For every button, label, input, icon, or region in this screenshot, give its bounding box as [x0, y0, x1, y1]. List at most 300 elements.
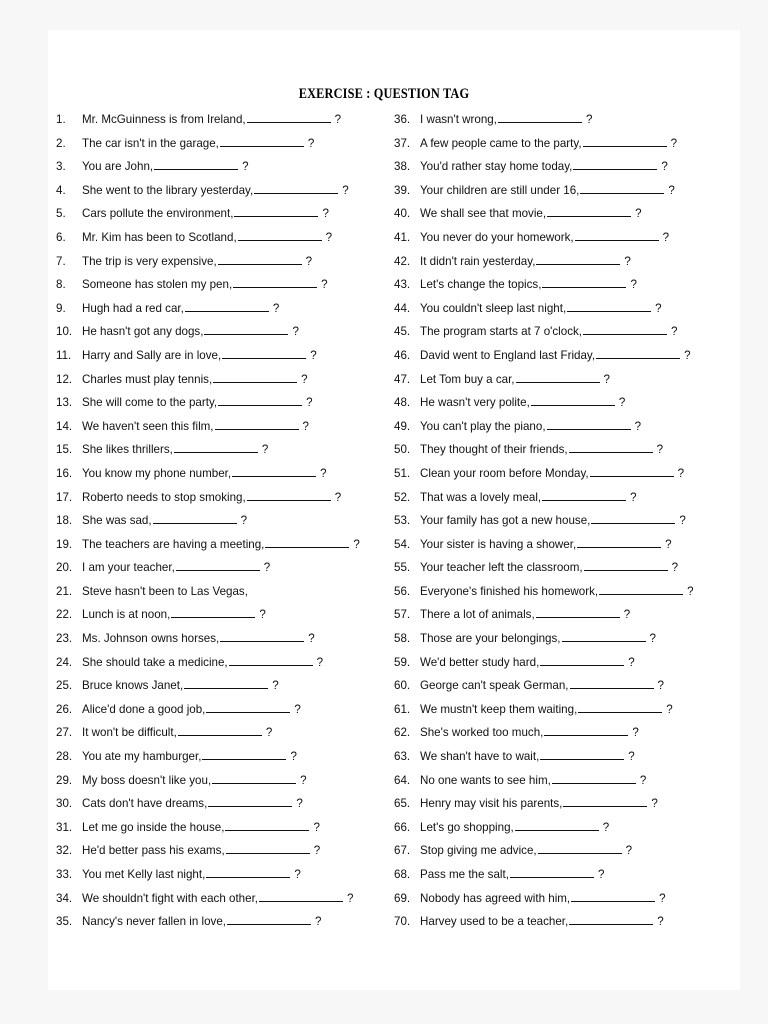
answer-blank[interactable] — [571, 891, 655, 902]
item-sentence: It won't be difficult, — [82, 726, 177, 740]
exercise-item — [394, 627, 694, 651]
exercise-item — [394, 910, 694, 934]
answer-blank[interactable] — [596, 348, 680, 359]
answer-blank[interactable] — [591, 513, 675, 524]
answer-blank[interactable] — [220, 136, 304, 147]
item-sentence: Let me go inside the house, — [82, 820, 225, 834]
item-sentence: The program starts at 7 o'clock, — [420, 325, 583, 339]
exercise-item — [56, 486, 360, 510]
item-sentence: We haven't seen this film, — [82, 419, 214, 433]
answer-blank[interactable] — [552, 773, 636, 784]
item-number: 67. — [394, 844, 411, 858]
item-number: 63. — [394, 750, 411, 764]
left-column — [56, 108, 360, 934]
item-number: 53. — [394, 514, 411, 528]
question-mark: ? — [265, 726, 273, 740]
item-sentence: The trip is very expensive, — [82, 254, 217, 268]
page-title: EXERCISE : QUESTION TAG — [298, 86, 470, 102]
item-sentence: Alice'd done a good job, — [82, 702, 206, 716]
question-mark: ? — [666, 702, 673, 716]
exercise-item — [394, 792, 694, 816]
question-mark: ? — [272, 679, 279, 693]
exercise-item — [394, 651, 694, 675]
answer-blank[interactable] — [153, 513, 237, 524]
exercise-item — [56, 250, 360, 274]
exercise-item — [56, 651, 360, 675]
item-number: 26. — [56, 702, 73, 716]
exercise-item — [394, 462, 694, 486]
exercise-item — [394, 769, 694, 793]
exercise-item — [56, 179, 360, 203]
question-mark: ? — [307, 136, 315, 150]
answer-blank[interactable] — [232, 466, 316, 477]
answer-blank[interactable] — [226, 843, 310, 854]
answer-blank[interactable] — [547, 419, 631, 430]
answer-blank[interactable] — [238, 230, 322, 241]
item-sentence: No one wants to see him, — [420, 773, 551, 787]
exercise-item — [56, 910, 360, 934]
item-sentence: We'd better study hard, — [420, 655, 540, 669]
exercise-item — [56, 556, 360, 580]
exercise-item — [394, 179, 694, 203]
item-number: 4. — [56, 183, 66, 197]
exercise-item — [394, 273, 694, 297]
item-sentence: We shan't have to wait, — [420, 750, 540, 764]
question-mark: ? — [308, 632, 315, 646]
item-number: 18. — [56, 514, 73, 528]
item-number: 39. — [394, 183, 411, 197]
item-number: 9. — [56, 301, 66, 315]
item-sentence: She's worked too much, — [420, 726, 544, 740]
question-mark: ? — [321, 278, 328, 292]
question-mark: ? — [671, 325, 678, 339]
answer-blank[interactable] — [208, 796, 292, 807]
answer-blank[interactable] — [590, 466, 674, 477]
exercise-item — [56, 509, 360, 533]
answer-blank[interactable] — [538, 843, 622, 854]
question-mark: ? — [618, 396, 626, 410]
question-mark: ? — [671, 561, 679, 575]
question-mark: ? — [296, 797, 303, 811]
question-mark: ? — [300, 773, 307, 787]
exercise-item — [394, 839, 694, 863]
answer-blank[interactable] — [222, 348, 306, 359]
item-number: 49. — [394, 419, 411, 433]
item-sentence: We shouldn't fight with each other, — [82, 891, 259, 905]
question-mark: ? — [670, 136, 678, 150]
question-mark: ? — [242, 160, 249, 174]
item-sentence: Clean your room before Monday, — [420, 466, 589, 480]
item-number: 64. — [394, 773, 411, 787]
item-number: 37. — [394, 136, 411, 150]
answer-blank[interactable] — [215, 419, 299, 430]
question-mark: ? — [306, 396, 313, 410]
exercise-item — [56, 202, 360, 226]
question-mark: ? — [310, 348, 317, 362]
question-mark: ? — [305, 254, 313, 268]
answer-blank[interactable] — [212, 773, 296, 784]
item-number: 17. — [56, 490, 73, 504]
item-number: 52. — [394, 490, 411, 504]
exercise-item — [394, 297, 694, 321]
item-number: 35. — [56, 915, 73, 929]
item-sentence: Someone has stolen my pen, — [82, 278, 233, 292]
answer-blank[interactable] — [531, 395, 615, 406]
answer-blank[interactable] — [498, 112, 582, 123]
question-mark: ? — [634, 419, 642, 433]
item-number: 31. — [56, 820, 73, 834]
item-number: 7. — [56, 254, 66, 268]
question-mark: ? — [325, 230, 333, 244]
item-number: 15. — [56, 443, 73, 457]
item-sentence: My boss doesn't like you, — [82, 773, 212, 787]
item-sentence: She should take a medicine, — [82, 655, 228, 669]
question-mark: ? — [313, 844, 321, 858]
answer-blank[interactable] — [575, 230, 659, 241]
item-number: 22. — [56, 608, 73, 622]
answer-blank[interactable] — [547, 206, 631, 217]
question-mark: ? — [679, 514, 686, 528]
item-number: 48. — [394, 396, 411, 410]
answer-blank[interactable] — [206, 867, 290, 878]
item-number: 38. — [394, 160, 411, 174]
answer-blank[interactable] — [583, 324, 667, 335]
item-sentence: You are John, — [82, 160, 154, 174]
item-sentence: It didn't rain yesterday, — [420, 254, 536, 268]
question-mark: ? — [294, 702, 301, 716]
answer-blank[interactable] — [225, 820, 309, 831]
item-sentence: She went to the library yesterday, — [82, 183, 254, 197]
question-mark: ? — [628, 655, 635, 669]
answer-blank[interactable] — [185, 301, 269, 312]
item-sentence: You ate my hamburger, — [82, 750, 202, 764]
answer-blank[interactable] — [178, 725, 262, 736]
question-mark: ? — [665, 537, 672, 551]
item-number: 2. — [56, 136, 66, 150]
item-sentence: Everyone's finished his homework, — [420, 584, 599, 598]
item-number: 21. — [56, 584, 73, 598]
question-mark: ? — [272, 301, 280, 315]
item-sentence: Steve hasn't been to Las Vegas, — [82, 584, 248, 598]
item-number: 46. — [394, 348, 411, 362]
answer-blank[interactable] — [171, 607, 255, 618]
question-mark: ? — [662, 230, 670, 244]
exercise-item — [394, 155, 694, 179]
item-number: 58. — [394, 632, 411, 646]
exercise-item — [56, 792, 360, 816]
item-number: 13. — [56, 396, 73, 410]
exercise-item — [56, 863, 360, 887]
item-sentence: Bruce knows Janet, — [82, 679, 184, 693]
item-sentence: Let's go shopping, — [420, 820, 514, 834]
item-number: 57. — [394, 608, 411, 622]
exercise-item — [394, 509, 694, 533]
item-sentence: Harry and Sally are in love, — [82, 348, 222, 362]
answer-blank[interactable] — [254, 183, 338, 194]
item-sentence: He'd better pass his exams, — [82, 844, 225, 858]
answer-blank[interactable] — [536, 607, 620, 618]
item-number: 43. — [394, 278, 411, 292]
answer-blank[interactable] — [580, 183, 664, 194]
exercise-item — [56, 438, 360, 462]
answer-blank[interactable] — [154, 159, 238, 170]
question-mark: ? — [668, 183, 675, 197]
answer-blank[interactable] — [540, 749, 624, 760]
item-number: 33. — [56, 868, 73, 881]
answer-blank[interactable] — [544, 725, 628, 736]
item-sentence: Mr. Kim has been to Scotland, — [82, 230, 237, 244]
answer-blank[interactable] — [569, 442, 653, 453]
question-mark: ? — [632, 726, 639, 740]
exercise-item — [394, 391, 694, 415]
item-number: 60. — [394, 679, 411, 693]
item-number: 25. — [56, 679, 73, 693]
exercise-item — [56, 132, 360, 156]
question-mark: ? — [623, 608, 631, 622]
item-sentence: Hugh had a red car, — [82, 301, 184, 315]
item-sentence: George can't speak German, — [420, 679, 569, 693]
item-sentence: Cars pollute the environment, — [82, 207, 234, 221]
exercise-item — [56, 391, 360, 415]
exercise-item — [394, 887, 694, 911]
answer-blank[interactable] — [570, 678, 654, 689]
answer-blank[interactable] — [583, 136, 667, 147]
question-mark: ? — [684, 348, 691, 362]
question-mark: ? — [316, 655, 324, 669]
exercise-item — [394, 344, 694, 368]
answer-blank[interactable] — [220, 631, 304, 642]
item-number: 29. — [56, 773, 73, 787]
item-sentence: You never do your homework, — [420, 230, 574, 244]
item-sentence: We shall see that movie, — [420, 207, 547, 221]
item-number: 34. — [56, 891, 73, 905]
answer-blank[interactable] — [204, 324, 288, 335]
exercise-item — [394, 603, 694, 627]
question-mark: ? — [302, 419, 309, 433]
answer-blank[interactable] — [567, 301, 651, 312]
exercise-item — [56, 108, 360, 132]
item-sentence: Your sister is having a shower, — [420, 537, 577, 551]
item-number: 68. — [394, 868, 411, 881]
exercise-item — [56, 721, 360, 745]
item-sentence: She likes thrillers, — [82, 443, 173, 457]
item-number: 27. — [56, 726, 73, 740]
item-sentence: She will come to the party, — [82, 396, 218, 410]
item-sentence: We mustn't keep them waiting, — [420, 702, 578, 716]
answer-blank[interactable] — [233, 277, 317, 288]
item-number: 42. — [394, 254, 411, 268]
answer-blank[interactable] — [176, 560, 260, 571]
item-sentence: Ms. Johnson owns horses, — [82, 632, 220, 646]
exercise-item — [394, 132, 694, 156]
answer-blank[interactable] — [213, 372, 297, 383]
question-mark: ? — [687, 584, 694, 598]
question-mark: ? — [320, 466, 327, 480]
exercise-item — [56, 226, 360, 250]
question-mark: ? — [677, 466, 685, 480]
item-number: 32. — [56, 844, 73, 858]
item-number: 19. — [56, 537, 73, 551]
item-number: 47. — [394, 372, 411, 386]
item-sentence: I am your teacher, — [82, 561, 175, 575]
answer-blank[interactable] — [542, 490, 626, 501]
exercise-item — [56, 627, 360, 651]
exercise-item — [394, 108, 694, 132]
answer-blank[interactable] — [578, 702, 662, 713]
item-sentence: Mr. McGuinness is from Ireland, — [82, 113, 246, 126]
exercise-item — [394, 226, 694, 250]
question-mark: ? — [630, 490, 637, 504]
answer-blank[interactable] — [202, 749, 286, 760]
item-number: 36. — [394, 113, 411, 126]
item-number: 24. — [56, 655, 73, 669]
answer-blank[interactable] — [542, 277, 626, 288]
exercise-item — [56, 533, 360, 557]
item-number: 55. — [394, 561, 411, 575]
question-mark: ? — [240, 514, 248, 528]
answer-blank[interactable] — [584, 560, 668, 571]
item-sentence: Cats don't have dreams, — [82, 797, 208, 811]
answer-blank[interactable] — [569, 914, 653, 925]
item-sentence: You met Kelly last night, — [82, 868, 206, 881]
question-mark: ? — [292, 325, 299, 339]
answer-blank[interactable] — [218, 395, 302, 406]
answer-blank[interactable] — [599, 584, 683, 595]
item-number: 66. — [394, 820, 411, 834]
answer-blank[interactable] — [265, 537, 349, 548]
exercise-item — [394, 863, 694, 887]
exercise-item — [56, 698, 360, 722]
exercise-item — [56, 462, 360, 486]
item-sentence: Charles must play tennis, — [82, 372, 213, 386]
item-sentence: Roberto needs to stop smoking, — [82, 490, 246, 504]
exercise-item — [394, 250, 694, 274]
exercise-item — [56, 816, 360, 840]
item-sentence: The teachers are having a meeting, — [82, 537, 265, 551]
item-sentence: You know my phone number, — [82, 466, 232, 480]
item-number: 23. — [56, 632, 73, 646]
exercise-item — [394, 556, 694, 580]
answer-blank[interactable] — [184, 678, 268, 689]
exercise-item — [394, 438, 694, 462]
answer-blank[interactable] — [536, 254, 620, 265]
question-mark: ? — [628, 750, 635, 764]
item-sentence: He wasn't very polite, — [420, 396, 530, 410]
exercise-item — [56, 603, 360, 627]
item-sentence: Let's change the topics, — [420, 278, 542, 292]
answer-blank[interactable] — [516, 372, 600, 383]
item-number: 40. — [394, 207, 411, 221]
question-mark: ? — [639, 773, 647, 787]
item-number: 3. — [56, 160, 66, 174]
question-mark: ? — [656, 443, 664, 457]
exercise-item — [56, 320, 360, 344]
exercise-item — [56, 580, 360, 604]
question-mark: ? — [585, 113, 593, 126]
item-sentence: Let Tom buy a car, — [420, 372, 515, 386]
item-sentence: Harvey used to be a teacher, — [420, 915, 569, 929]
item-number: 6. — [56, 230, 66, 244]
answer-blank[interactable] — [510, 867, 594, 878]
question-mark: ? — [659, 891, 666, 905]
item-sentence: A few people came to the party, — [420, 136, 582, 150]
item-number: 10. — [56, 325, 73, 339]
item-number: 5. — [56, 207, 66, 221]
question-mark: ? — [651, 797, 658, 811]
exercise-item — [56, 297, 360, 321]
answer-blank[interactable] — [206, 702, 290, 713]
answer-blank[interactable] — [247, 490, 331, 501]
exercise-item — [394, 816, 694, 840]
item-number: 30. — [56, 797, 73, 811]
answer-blank[interactable] — [174, 442, 258, 453]
item-number: 54. — [394, 537, 411, 551]
item-number: 41. — [394, 230, 411, 244]
answer-blank[interactable] — [218, 254, 302, 265]
question-mark: ? — [290, 750, 297, 764]
question-mark: ? — [315, 915, 322, 929]
question-mark: ? — [294, 868, 301, 881]
answer-blank[interactable] — [229, 655, 313, 666]
exercise-item — [394, 320, 694, 344]
item-sentence: David went to England last Friday, — [420, 348, 596, 362]
item-sentence: The car isn't in the garage, — [82, 136, 219, 150]
item-number: 45. — [394, 325, 411, 339]
question-mark: ? — [655, 301, 662, 315]
question-mark: ? — [657, 915, 664, 929]
item-sentence: You'd rather stay home today, — [420, 160, 573, 174]
question-mark: ? — [603, 372, 610, 386]
question-mark: ? — [347, 891, 354, 905]
exercise-item — [56, 769, 360, 793]
answer-blank[interactable] — [577, 537, 661, 548]
item-sentence: Nobody has agreed with him, — [420, 891, 571, 905]
answer-blank[interactable] — [234, 206, 318, 217]
question-mark: ? — [661, 160, 668, 174]
item-number: 14. — [56, 419, 73, 433]
answer-blank[interactable] — [247, 112, 331, 123]
question-mark: ? — [624, 254, 631, 268]
answer-blank[interactable] — [563, 796, 647, 807]
question-mark: ? — [259, 608, 266, 622]
question-mark: ? — [263, 561, 271, 575]
item-sentence: You can't play the piano, — [420, 419, 546, 433]
answer-blank[interactable] — [259, 891, 343, 902]
item-number: 16. — [56, 466, 73, 480]
item-number: 65. — [394, 797, 411, 811]
answer-blank[interactable] — [227, 914, 311, 925]
exercise-item — [394, 202, 694, 226]
item-sentence: Nancy's never fallen in love, — [82, 915, 226, 929]
answer-blank[interactable] — [573, 159, 657, 170]
answer-blank[interactable] — [562, 631, 646, 642]
item-number: 59. — [394, 655, 411, 669]
answer-blank[interactable] — [540, 655, 624, 666]
answer-blank[interactable] — [515, 820, 599, 831]
item-sentence: They thought of their friends, — [420, 443, 568, 457]
exercise-item — [394, 533, 694, 557]
question-mark: ? — [635, 207, 642, 221]
exercise-item — [56, 155, 360, 179]
item-number: 44. — [394, 301, 411, 315]
exercise-item — [394, 368, 694, 392]
exercise-item — [56, 674, 360, 698]
exercise-item — [394, 415, 694, 439]
exercise-item — [394, 486, 694, 510]
item-sentence: That was a lovely meal, — [420, 490, 542, 504]
exercise-item — [394, 721, 694, 745]
item-number: 1. — [56, 113, 66, 126]
